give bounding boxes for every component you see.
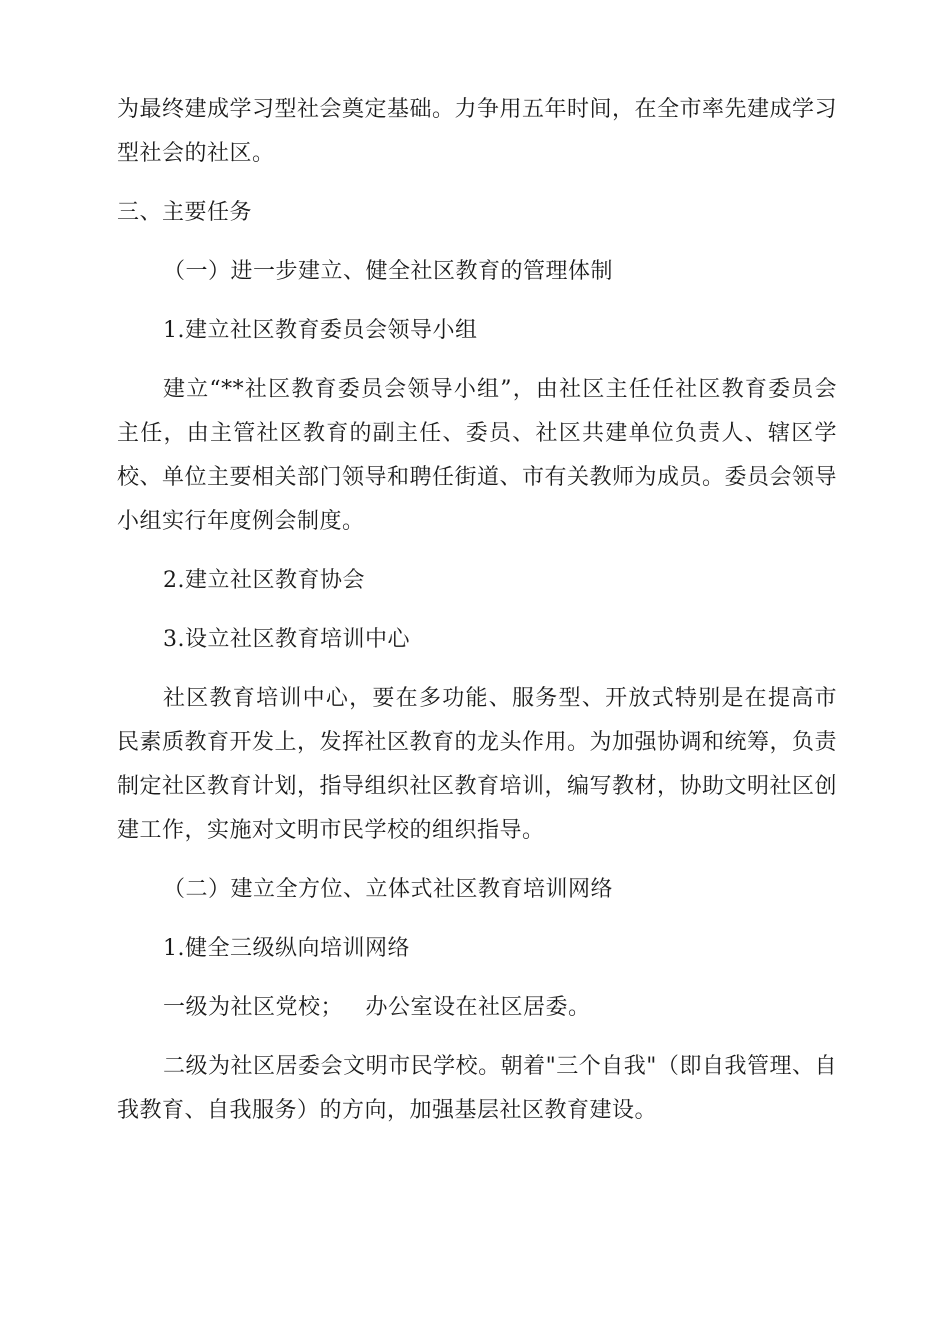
paragraph-training-center: 社区教育培训中心，要在多功能、服务型、开放式特别是在提高市民素质教育开发上，发挥社区教育的龙头作用。为加强协调和统筹，负责制定社区教育计划，指导组织社区教育培训，编写教材，协助文明社区创建工作，实施对文明市民学校的组织指导。 (117, 686, 838, 843)
paragraph-level-two: 二级为社区居委会文明市民学校。朝着"三个自我"（即自我管理、自我教育、自我服务）的方向，加强基层社区教育建设。 (117, 1054, 837, 1123)
paragraph-level-one: 一级为社区党校； 办公室设在社区居委。 (163, 995, 591, 1020)
subsection-heading-management-system: （一）进一步建立、健全社区教育的管理体制 (163, 259, 614, 284)
item-heading-committee: 1.建立社区教育委员会领导小组 (163, 318, 478, 343)
section-heading-main-tasks: 三、主要任务 (117, 200, 253, 225)
paragraph-intro-continuation: 为最终建成学习型社会奠定基础。力争用五年时间，在全市率先建成学习型社会的社区。 (117, 97, 838, 166)
document-page (117, 88, 837, 1133)
item-heading-association: 2.建立社区教育协会 (163, 568, 365, 593)
item-heading-three-level-network: 1.健全三级纵向培训网络 (163, 936, 410, 961)
paragraph-committee: 建立“**社区教育委员会领导小组”，由社区主任任社区教育委员会主任，由主管社区教育的副主任、委员、社区共建单位负责人、辖区学校、单位主要相关部门领导和聘任街道、市有关教师为成员。委员会领导小组实行年度例会制度。 (117, 377, 838, 534)
item-heading-training-center: 3.设立社区教育培训中心 (163, 627, 410, 652)
subsection-heading-training-network: （二）建立全方位、立体式社区教育培训网络 (163, 877, 614, 902)
